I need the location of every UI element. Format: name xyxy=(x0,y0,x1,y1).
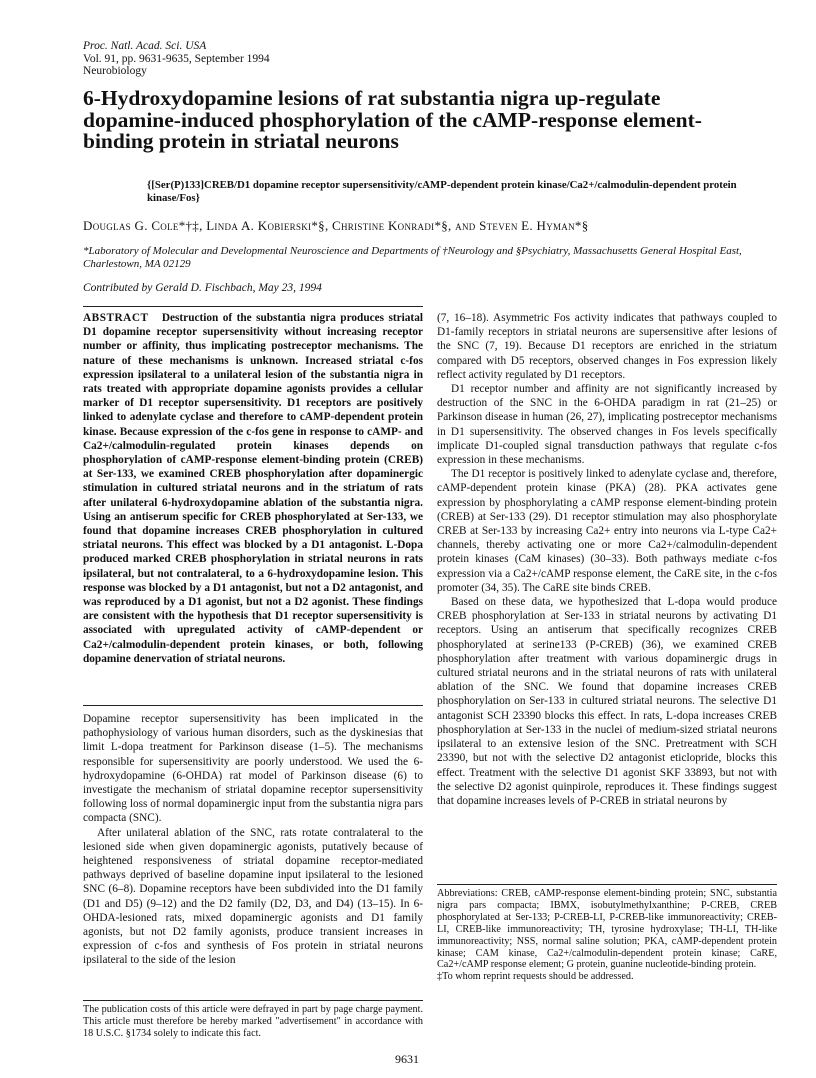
publication-costs-note: The publication costs of this article were defrayed in part by page charge payment. This article must therefore be hereby marked "advertisement" in accordance with 18 U.S.C. §1734 solely to indicate this fact. xyxy=(83,1004,423,1039)
abbreviations-note: Abbreviations: CREB, cAMP-response element-binding protein; SNC, substantia nigra pars compacta; IBMX, isobutylmethylxanthine; P-CREB, CREB phosphorylated at Ser-133; P-CREB-LI, P-CREB-like immunoreactivity; CREB-LI, CREB-like immunoreactivity; TH, tyrosine hydroxylase; TH-LI, TH-like immunoreactivity; NSS, normal saline solution; PKA, cAMP-dependent protein kinase; CAM kinase, Ca2+/calmodulin-dependent protein kinase; CaRE, Ca2+/cAMP response element; G protein, guanine nucleotide-binding protein. xyxy=(437,888,777,971)
body-paragraph: (7, 16–18). Asymmetric Fos activity indicates that pathways coupled to D1-family receptors in striatal neurons are supersensitive after lesions of the SNC (7, 19). Because D1 receptors are enriched in the striatum compared with D5 receptors, observed changes in Fos expression likely reflect activity regulated by D1 receptors. xyxy=(437,312,777,381)
footnotes xyxy=(437,888,777,983)
journal-header xyxy=(83,40,270,78)
body-paragraph: The D1 receptor is positively linked to adenylate cyclase and, therefore, cAMP-dependent protein kinase (PKA) (28). PKA activates gene expression by phosphorylating a cAMP response element-binding protein (CREB) at Ser-133 (29). D1 receptor stimulation may also phosphorylate CREB at Ser-133 by increasing Ca2+ entry into neurons via L-type Ca2+ channels, thereby activating one or more Ca2+/calmodulin-dependent protein kinases (CaM kinases) (30–33). Both pathways mediate c-fos expression via a Ca2+/cAMP response element, the CaRE site, in the c-fos promoter (34, 35). The CaRE site binds CREB. xyxy=(437,468,777,594)
journal-volume: Vol. 91, pp. 9631-9635, September 1994 xyxy=(83,52,270,65)
abstract-label: ABSTRACT xyxy=(83,312,149,324)
abstract-text: Destruction of the substantia nigra produces striatal D1 dopamine receptor supersensitivity without increasing receptor number or affinity, thus implicating postreceptor mechanisms. The nature of these mechanisms is unknown. Increased striatal c-fos expression ipsilateral to a unilateral lesion of the substantia nigra in rats treated with appropriate dopamine agonists provides a cellular marker of D1 receptor supersensitivity. D1 receptors are positively linked to adenylate cyclase and therefore to cAMP-dependent protein kinase. Because expression of the c-fos gene in response to cAMP- and Ca2+/calmodulin-regulated protein kinases depends on phosphorylation of cAMP-response element-binding protein (CREB) at Ser-133, we examined CREB phosphorylation after dopaminergic stimulation in cultured striatal neurons and in the striatum of rats after unilateral 6-hydroxydopamine ablation of the substantia nigra. Using an antiserum specific for CREB phosphorylated at Ser-133, we found that dopamine increases CREB phosphorylation in cultured striatal neurons. This effect was blocked by a D1 antagonist. L-Dopa produced marked CREB phosphorylation in striatal neurons in rats ipsilateral, but not contralateral, to a 6-hydroxydopamine lesion. This response was blocked by a D1 antagonist, but not a D2 antagonist, and was reproduced by a D1 agonist, but not a D2 agonist. These findings are consistent with the hypothesis that D1 receptor supersensitivity is associated with upregulated activity of cAMP-dependent or Ca2+/calmodulin-dependent protein kinases, or both, following dopamine denervation of striatal neurons. xyxy=(83,312,423,665)
body-paragraph: After unilateral ablation of the SNC, rats rotate contralateral to the lesioned side when given dopaminergic agonists, putatively because of heightened responsiveness of striatal dopamine receptor-mediated pathways deprived of baseline dopamine input ipsilateral to the lesioned SNC (6–8). Dopamine receptors have been subdivided into the D1 family (D1 and D5) (9–12) and the D2 family (D2, D3, and D4) (13–15). In 6-OHDA-lesioned rats, mixed dopaminergic agonists and D1 family agonists, but not D2 family agonists, produce transient increases in expression of c-fos and synthesis of Fos protein in striatal neurons ipsilateral to the side of the lesion xyxy=(83,826,423,967)
journal-name: Proc. Natl. Acad. Sci. USA xyxy=(83,40,207,52)
body-paragraph: Based on these data, we hypothesized that L-dopa would produce CREB phosphorylation at Ser-133 in striatal neurons by activating D1 receptors. Using an antiserum that specifically recognizes CREB phosphorylated at serine133 (P-CREB) (36), we examined CREB phosphorylation after treatment with various dopaminergic drugs in cultured striatal neurons and in the striatal neurons of rats with unilateral ablation of the SNC. We found that dopamine increases CREB phosphorylation on Ser-133 in cultured striatal neurons. The selective D1 antagonist SCH 23390 blocks this effect. In rats, L-dopa increases CREB phosphorylation at Ser-133 in the nuclei of medium-sized striatal neurons ipsilateral to an extensive lesion of the SNC. Pretreatment with SCH 23390, but not with the selective D2 antagonist eticlopride, blocks this effect. Treatment with the selective D1 agonist SKF 33893, but not with the selective D2 agonist quinpirole, reproduces it. These findings suggest that dopamine increases levels of P-CREB in striatal neurons by xyxy=(437,596,777,807)
left-column xyxy=(83,712,423,968)
contributed-by: Contributed by Gerald D. Fischbach, May 23, 1994 xyxy=(83,282,322,294)
abstract xyxy=(83,311,423,666)
footnote-divider xyxy=(83,1000,423,1001)
page-number: 9631 xyxy=(395,1052,419,1066)
right-column xyxy=(437,311,777,808)
body-paragraph: Dopamine receptor supersensitivity has been implicated in the pathophysiology of various human disorders, such as the dyskinesias that limit L-dopa treatment for Parkinson disease (1–5). The mechanisms responsible for supersensitivity are poorly understood. We used the 6-hydroxydopamine (6-OHDA) rat model of Parkinson disease (6) to investigate the mechanism of striatal dopamine receptor supersensitivity following loss of normal dopaminergic input from the substantia nigra pars compacta (SNC). xyxy=(83,713,423,825)
keywords: {[Ser(P)133]CREB/D1 dopamine receptor supersensitivity/cAMP-dependent protein kinase/Ca2+/calmodulin-dependent protein kinase/Fos} xyxy=(147,179,737,204)
reprint-note: ‡To whom reprint requests should be addressed. xyxy=(437,971,634,983)
footnote-divider xyxy=(437,884,777,885)
journal-section: Neurobiology xyxy=(83,65,147,78)
affiliation: *Laboratory of Molecular and Developmental Neuroscience and Departments of †Neurology and §Psychiatry, Massachusetts General Hospital East, Charlestown, MA 02129 xyxy=(83,245,742,270)
authors: Douglas G. Cole*†‡, Linda A. Kobierski*§, Christine Konradi*§, and Steven E. Hyman*§ xyxy=(83,218,589,233)
body-paragraph: D1 receptor number and affinity are not significantly increased by destruction of the SNC in the 6-OHDA paradigm in rat (21–25) or Parkinson disease in human (26, 27), implicating postreceptor mechanisms in D1 supersensitivity. The observed changes in Fos levels specifically implicate D1-coupled signal transduction pathways that regulate c-fos expression in these mechanisms. xyxy=(437,383,777,467)
article-title: 6-Hydroxydopamine lesions of rat substantia nigra up-regulate dopamine-induced phosphorylation of the cAMP-response element-binding protein in striatal neurons xyxy=(83,86,702,153)
